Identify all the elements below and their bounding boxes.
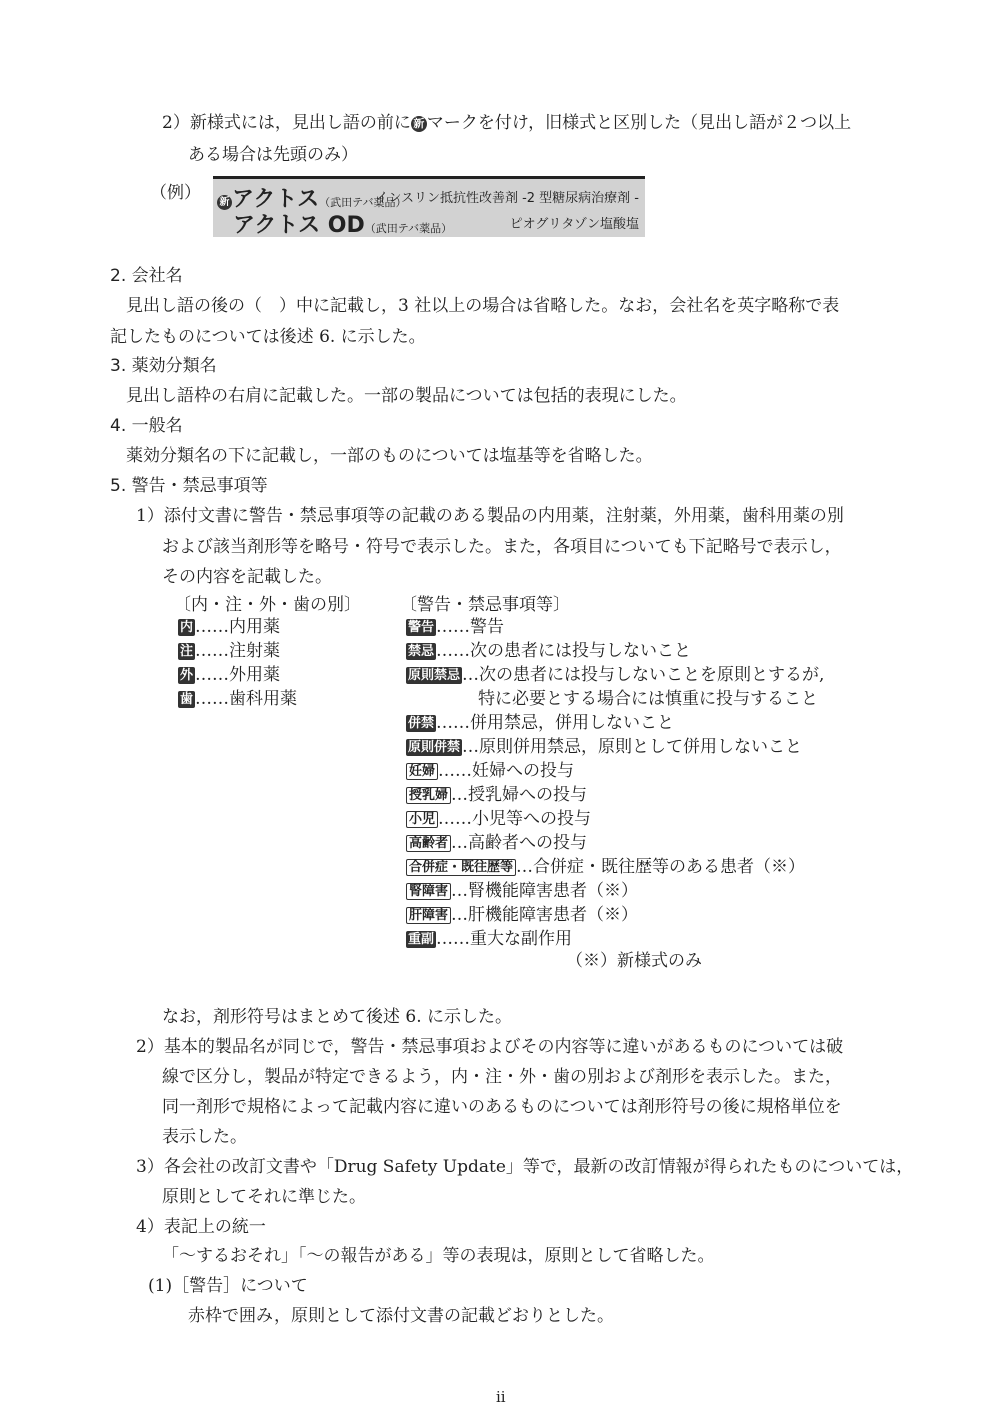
warning-symbol: 腎障害 — [406, 883, 451, 900]
route-symbol: 外 — [180, 668, 194, 683]
p4-title: 4）表記上の統一 — [136, 1217, 266, 1237]
page-number: ii — [496, 1388, 506, 1406]
p4-sub-title: (1)［警告］について — [148, 1276, 308, 1296]
example-heading-box — [213, 176, 645, 237]
warning-symbol: 授乳婦 — [406, 787, 451, 804]
example-drug2: アクトス OD（武田テバ薬品） — [233, 213, 453, 238]
p2-line3: 同一剤形で規格によって記載内容に違いのあるものについては剤形符号の後に規格単位を — [162, 1097, 842, 1117]
warning-item: 合併症・既往歴等 …合併症・既往歴等のある患者（※） — [406, 852, 805, 877]
warning-symbol: 重副 — [408, 932, 435, 947]
route-item: 注 ……注射薬 — [180, 641, 281, 661]
section-2-title: 2. 会社名 — [110, 266, 183, 286]
warning-symbol: 禁忌 — [408, 644, 435, 659]
warning-item: 授乳婦 …授乳婦への投与 — [406, 780, 587, 805]
warning-symbol: 原則併禁 — [408, 740, 461, 755]
section-5-p1-line1: 1）添付文書に警告・禁忌事項等の記載のある製品の内用薬，注射薬，外用薬，歯科用薬の別 — [136, 506, 844, 526]
warning-item: 重副 ……重大な副作用 — [408, 929, 573, 949]
warning-symbol: 小児 — [406, 811, 438, 828]
note-line: なお，剤形符号はまとめて後述 6. に示した。 — [162, 1007, 513, 1027]
warning-symbol: 妊婦 — [406, 763, 438, 780]
warning-item: 高齢者 …高齢者への投与 — [406, 828, 587, 853]
warning-item: 原則併禁 …原則併用禁忌，原則として併用しないこと — [408, 737, 803, 757]
p2-line2: 線で区分し，製品が特定できるよう，内・注・外・歯の別および剤形を表示した。また， — [162, 1067, 842, 1087]
p3-line2: 原則としてそれに準じた。 — [162, 1187, 366, 1207]
section-2-line1: 見出し語の後の（ ）中に記載し，3 社以上の場合は省略した。なお，会社名を英字略称で表 — [126, 296, 840, 316]
warning-item: 妊婦 ……妊婦への投与 — [406, 756, 574, 781]
warning-item-continuation: 特に必要とする場合には慎重に投与すること — [478, 689, 818, 709]
p2-line4: 表示した。 — [162, 1127, 247, 1147]
warning-item: 腎障害 …腎機能障害患者（※） — [406, 876, 638, 901]
warning-item: 原則禁忌 …次の患者には投与しないことを原則とするが, — [408, 665, 825, 685]
warning-footnote: （※）新様式のみ — [566, 951, 702, 971]
new-mark-icon: 新 — [411, 116, 427, 132]
warning-item: 小児 ……小児等への投与 — [406, 804, 591, 829]
example-drug1: 新 アクトス（武田テバ薬品） — [217, 182, 406, 213]
p4-sub-line1: 赤枠で囲み，原則として添付文書の記載どおりとした。 — [188, 1306, 615, 1326]
section-5-p1-line3: その内容を記載した。 — [162, 567, 332, 587]
p3-line1: 3）各会社の改訂文書や「Drug Safety Update」等で，最新の改訂情報が得られたものについては， — [136, 1157, 914, 1177]
warning-item: 禁忌 ……次の患者には投与しないこと — [408, 641, 692, 661]
new-mark-icon: 新 — [217, 195, 232, 210]
example-generic: ピオグリタゾン塩酸塩 — [509, 217, 639, 232]
warning-symbol: 警告 — [408, 620, 435, 635]
route-item: 歯 ……歯科用薬 — [180, 689, 298, 709]
section-5-p1-line2: および該当剤形等を略号・符号で表示した。また，各項目についても下記略号で表示し， — [162, 537, 842, 557]
warning-symbol: 合併症・既往歴等 — [406, 859, 516, 876]
warning-symbol: 肝障害 — [406, 907, 451, 924]
section-4-line1: 薬効分類名の下に記載し，一部のものについては塩基等を省略した。 — [126, 446, 653, 466]
example-category: インスリン抵抗性改善剤 -2 型糖尿病治療剤 - — [375, 191, 639, 206]
warning-item: 併禁 ……併用禁忌，併用しないこと — [408, 713, 675, 733]
p2-line1: 2）基本的製品名が同じで，警告・禁忌事項およびその内容等に違いがあるものについては破 — [136, 1037, 844, 1057]
route-symbol: 注 — [180, 644, 194, 659]
section-4-title: 4. 一般名 — [110, 416, 183, 436]
example-label: （例） — [150, 183, 201, 203]
route-table-header: 〔内・注・外・歯の別〕 — [174, 595, 361, 615]
route-item: 外 ……外用薬 — [180, 665, 281, 685]
section-5-title: 5. 警告・禁忌事項等 — [110, 476, 268, 496]
warning-symbol: 高齢者 — [406, 835, 451, 852]
warning-item: 警告 ……警告 — [408, 617, 505, 637]
warning-item: 肝障害 …肝機能障害患者（※） — [406, 900, 638, 925]
item-2-line1: 2）新様式には，見出し語の前に 新 マークを付け，旧様式と区別した（見出し語が２つ以上 — [162, 113, 852, 133]
p4-line1: 「～するおそれ」「～の報告がある」等の表現は，原則として省略した。 — [162, 1246, 715, 1266]
route-symbol: 内 — [180, 620, 194, 635]
warning-symbol: 原則禁忌 — [408, 668, 461, 683]
warning-table-header: 〔警告・禁忌事項等〕 — [400, 595, 570, 615]
route-symbol: 歯 — [180, 692, 194, 707]
section-3-line1: 見出し語枠の右肩に記載した。一部の製品については包括的表現にした。 — [126, 386, 687, 406]
section-3-title: 3. 薬効分類名 — [110, 356, 217, 376]
route-item: 内 ……内用薬 — [180, 617, 281, 637]
item-2-line2: ある場合は先頭のみ） — [188, 145, 358, 165]
section-2-line2: 記したものについては後述 6. に示した。 — [110, 327, 426, 347]
warning-symbol: 併禁 — [408, 716, 435, 731]
